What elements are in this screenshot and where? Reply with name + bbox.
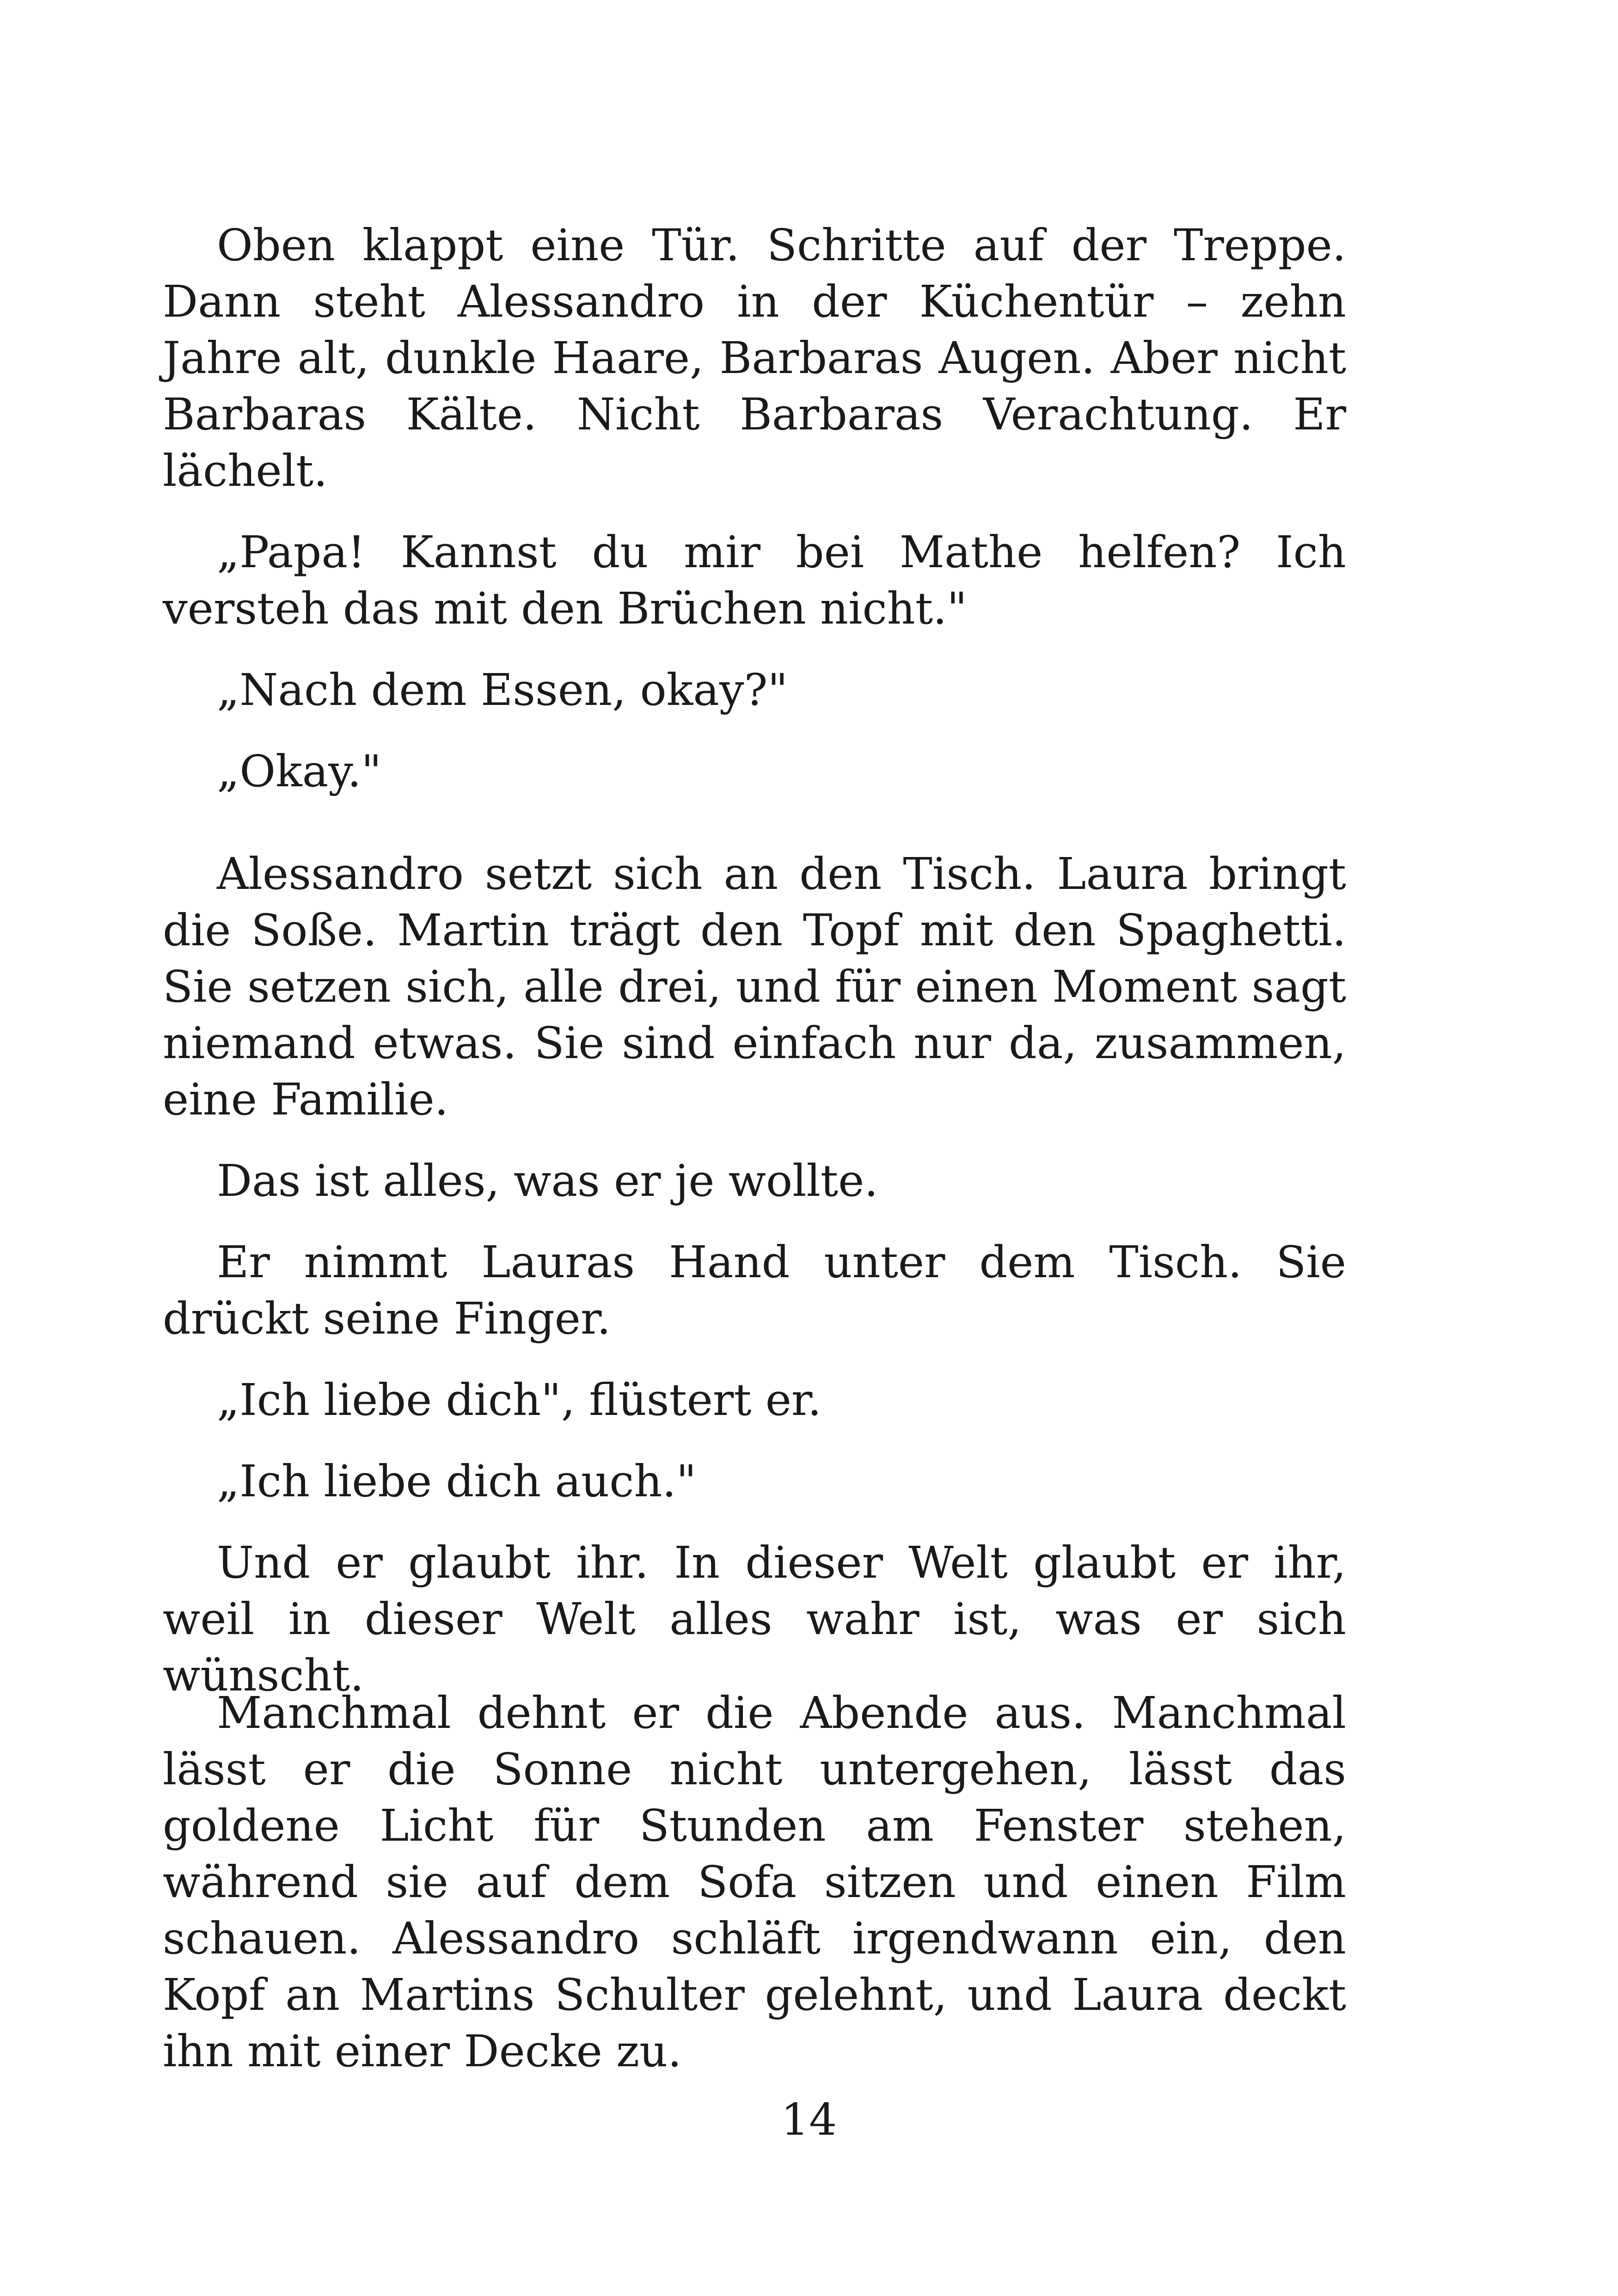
paragraph: „Okay." bbox=[217, 746, 382, 797]
paragraph: „Ich liebe dich auch." bbox=[217, 1456, 697, 1507]
paragraph: Das ist alles, was er je wollte. bbox=[217, 1156, 878, 1206]
text-section-2 bbox=[163, 846, 1346, 1704]
paragraph: „Papa! Kannst du mir bei Mathe helfen? Ich versteh das mit den Brüchen nicht." bbox=[163, 527, 1346, 634]
paragraph: Und er glaubt ihr. In dieser Welt glaubt er ihr, weil in dieser Welt alles wahr ist, was er sich wünscht. bbox=[163, 1537, 1346, 1701]
page-number: 14 bbox=[781, 2094, 837, 2145]
paragraph: Oben klappt eine Tür. Schritte auf der Treppe. Dann steht Alessandro in der Küchentür – zehn Jahre alt, dunkle Haare, Barbaras Augen. Aber nicht Barbaras Kälte. Nicht Barbaras Verachtung. Er lächelt. bbox=[163, 220, 1346, 496]
paragraph: „Nach dem Essen, okay?" bbox=[217, 665, 788, 716]
text-section-3 bbox=[163, 1685, 1346, 2080]
paragraph: Er nimmt Lauras Hand unter dem Tisch. Sie drückt seine Finger. bbox=[163, 1237, 1346, 1344]
text-section-1 bbox=[163, 217, 1346, 800]
paragraph: Alessandro setzt sich an den Tisch. Laura bringt die Soße. Martin trägt den Topf mit den Spaghetti. Sie setzen sich, alle drei, und für einen Moment sagt niemand etwas. Sie sind einfach nur da, zusammen, eine Familie. bbox=[163, 849, 1346, 1125]
paragraph: „Ich liebe dich", flüstert er. bbox=[217, 1375, 822, 1426]
paragraph: Manchmal dehnt er die Abende aus. Manchmal lässt er die Sonne nicht untergehen, lässt das goldene Licht für Stunden am Fenster stehen, während sie auf dem Sofa sitzen und einen Film schauen. Alessandro schläft irgendwann ein, den Kopf an Martins Schulter gelehnt, und Laura deckt ihn mit einer Decke zu. bbox=[163, 1688, 1346, 2077]
